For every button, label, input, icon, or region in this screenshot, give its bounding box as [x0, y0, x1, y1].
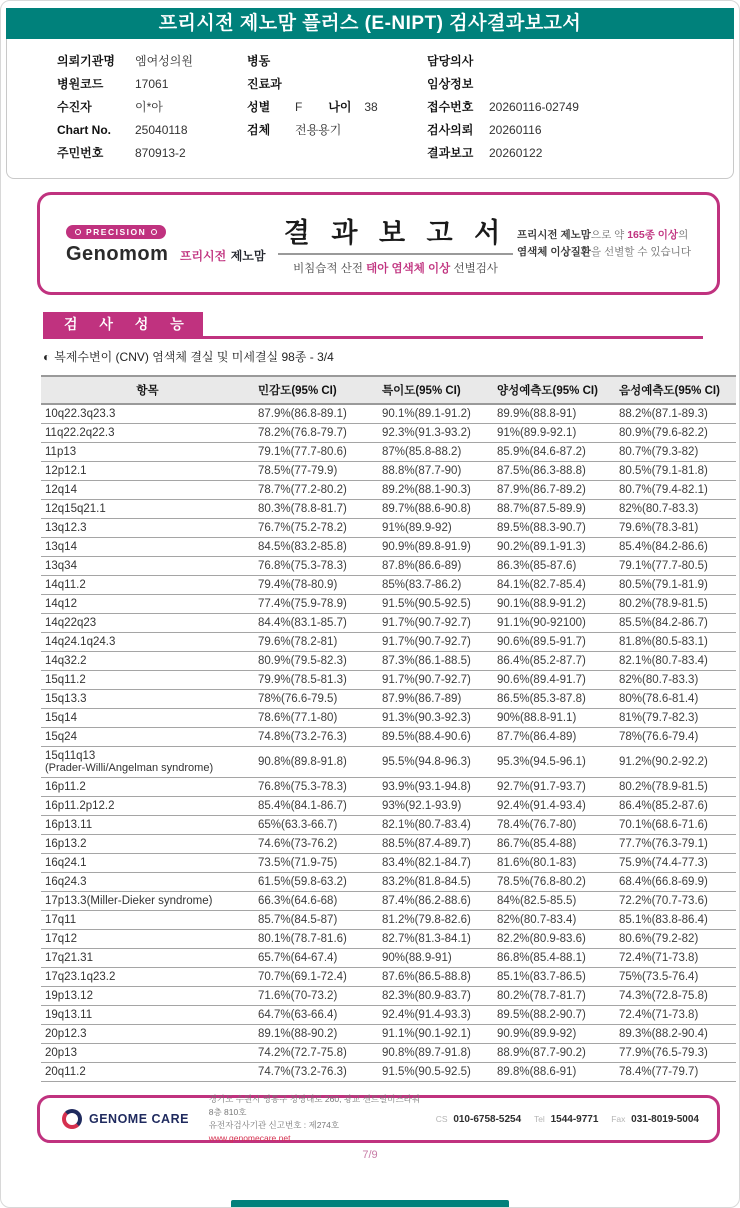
npv-cell: 80.5%(79.1-81.8)	[615, 462, 736, 481]
precision-badge	[66, 225, 166, 239]
ppv-cell: 95.3%(94.5-96.1)	[493, 747, 615, 778]
specificity-cell: 82.1%(80.7-83.4)	[378, 816, 493, 835]
info-field: 접수번호 20260116-02749	[427, 100, 579, 114]
table-row	[41, 481, 736, 500]
specificity-cell: 91%(89.9-92)	[378, 519, 493, 538]
table-header-row	[41, 376, 736, 404]
region-cell: 10q22.3q23.3	[41, 404, 254, 424]
region-cell: 16q24.1	[41, 854, 254, 873]
side-note-count: 165종 이상	[627, 229, 679, 242]
npv-cell: 80.9%(79.6-82.2)	[615, 424, 736, 443]
region-cell: 14q12	[41, 595, 254, 614]
subtitle-prefix: 비침습적 산전	[293, 263, 367, 275]
npv-cell: 78%(76.6-79.4)	[615, 728, 736, 747]
specificity-cell: 81.2%(79.8-82.6)	[378, 911, 493, 930]
sensitivity-cell: 78.5%(77-79.9)	[254, 462, 378, 481]
info-field: 담당의사	[427, 54, 474, 68]
npv-cell: 81%(79.7-82.3)	[615, 709, 736, 728]
specificity-cell: 90.8%(89.7-91.8)	[378, 1044, 493, 1063]
fax-number: 031-8019-5004	[631, 1113, 699, 1125]
result-report-header-box	[37, 192, 720, 295]
ppv-cell: 90.2%(89.1-91.3)	[493, 538, 615, 557]
info-field: 결과보고 20260122	[427, 146, 543, 160]
specificity-cell: 85%(83.7-86.2)	[378, 576, 493, 595]
table-row	[41, 462, 736, 481]
region-cell: 12q14	[41, 481, 254, 500]
table-row	[41, 1063, 736, 1082]
region-cell: 19p13.12	[41, 987, 254, 1006]
npv-cell: 85.1%(83.8-86.4)	[615, 911, 736, 930]
sensitivity-cell: 71.6%(70-73.2)	[254, 987, 378, 1006]
patient-col-2	[247, 50, 427, 165]
table-row	[41, 911, 736, 930]
npv-cell: 74.3%(72.8-75.8)	[615, 987, 736, 1006]
specificity-cell: 89.5%(88.4-90.6)	[378, 728, 493, 747]
ppv-cell: 84%(82.5-85.5)	[493, 892, 615, 911]
table-row	[41, 576, 736, 595]
info-field: 임상정보	[427, 77, 474, 91]
ppv-cell: 86.8%(85.4-88.1)	[493, 949, 615, 968]
npv-cell: 82%(80.7-83.3)	[615, 671, 736, 690]
sensitivity-cell: 80.1%(78.7-81.6)	[254, 930, 378, 949]
specificity-cell: 91.7%(90.7-92.7)	[378, 633, 493, 652]
table-caption	[43, 348, 699, 365]
sensitivity-cell: 79.9%(78.5-81.3)	[254, 671, 378, 690]
sensitivity-cell: 80.3%(78.8-81.7)	[254, 500, 378, 519]
region-cell: 15q13.3	[41, 690, 254, 709]
sensitivity-cell: 65.7%(64-67.4)	[254, 949, 378, 968]
sensitivity-cell: 78.6%(77.1-80)	[254, 709, 378, 728]
npv-cell: 72.4%(71-73.8)	[615, 1006, 736, 1025]
ppv-cell: 87.7%(86.4-89)	[493, 728, 615, 747]
footer-box	[37, 1095, 720, 1143]
half-circle-icon: ◐	[43, 350, 51, 364]
ppv-cell: 89.5%(88.2-90.7)	[493, 1006, 615, 1025]
sensitivity-cell: 74.6%(73-76.2)	[254, 835, 378, 854]
table-row	[41, 424, 736, 443]
specificity-cell: 87.8%(86.6-89)	[378, 557, 493, 576]
info-field: 진료과	[247, 77, 282, 91]
sensitivity-cell: 85.7%(84.5-87)	[254, 911, 378, 930]
npv-cell: 70.1%(68.6-71.6)	[615, 816, 736, 835]
ppv-cell: 91.1%(90-92100)	[493, 614, 615, 633]
region-cell: 16p13.11	[41, 816, 254, 835]
table-row	[41, 671, 736, 690]
sensitivity-cell: 77.4%(75.9-78.9)	[254, 595, 378, 614]
region-cell: 14q32.2	[41, 652, 254, 671]
subtitle-highlight: 태아 염색체 이상	[366, 263, 451, 275]
table-row	[41, 1006, 736, 1025]
npv-cell: 80.2%(78.9-81.5)	[615, 778, 736, 797]
sensitivity-cell: 85.4%(84.1-86.7)	[254, 797, 378, 816]
info-field: 검사의뢰 20260116	[427, 123, 542, 137]
region-cell: 15q14	[41, 709, 254, 728]
npv-cell: 72.4%(71-73.8)	[615, 949, 736, 968]
section-header	[43, 312, 703, 339]
table-row	[41, 595, 736, 614]
table-row	[41, 614, 736, 633]
specificity-cell: 89.7%(88.6-90.8)	[378, 500, 493, 519]
ppv-cell: 89.9%(88.8-91)	[493, 404, 615, 424]
region-cell: 16p13.2	[41, 835, 254, 854]
specificity-cell: 92.4%(91.4-93.3)	[378, 1006, 493, 1025]
specificity-cell: 91.7%(90.7-92.7)	[378, 671, 493, 690]
sensitivity-cell: 78.2%(76.8-79.7)	[254, 424, 378, 443]
sensitivity-cell: 74.2%(72.7-75.8)	[254, 1044, 378, 1063]
patient-info-box	[6, 39, 734, 179]
specificity-cell: 82.3%(80.9-83.7)	[378, 987, 493, 1006]
table-row	[41, 873, 736, 892]
title-underline	[278, 253, 513, 255]
sensitivity-cell: 84.5%(83.2-85.8)	[254, 538, 378, 557]
column-header-specificity: 특이도(95% CI)	[378, 376, 493, 404]
brand-kr-dark: 제노맘	[230, 248, 266, 263]
sensitivity-cell: 61.5%(59.8-63.2)	[254, 873, 378, 892]
npv-cell: 86.4%(85.2-87.6)	[615, 797, 736, 816]
npv-cell: 68.4%(66.8-69.9)	[615, 873, 736, 892]
table-row	[41, 633, 736, 652]
brand-kr-pink: 프리시전	[179, 248, 227, 263]
badge-dot-icon	[151, 229, 157, 235]
ppv-cell: 86.3%(85-87.6)	[493, 557, 615, 576]
footer-license: 유전자검사기관 신고번호 : 제274호	[208, 1120, 340, 1130]
specificity-cell: 91.7%(90.7-92.7)	[378, 614, 493, 633]
ppv-cell: 78.5%(76.8-80.2)	[493, 873, 615, 892]
report-title-bar	[6, 8, 734, 39]
footer-address-block	[209, 1093, 426, 1146]
ppv-cell: 85.9%(84.6-87.2)	[493, 443, 615, 462]
table-row	[41, 500, 736, 519]
specificity-cell: 89.2%(88.1-90.3)	[378, 481, 493, 500]
genome-care-name: GENOME CARE	[89, 1112, 189, 1126]
npv-cell: 79.1%(77.7-80.5)	[615, 557, 736, 576]
table-row	[41, 690, 736, 709]
sensitivity-cell: 80.9%(79.5-82.3)	[254, 652, 378, 671]
region-cell: 20p12.3	[41, 1025, 254, 1044]
brand-line	[66, 243, 274, 266]
sensitivity-cell: 90.8%(89.8-91.8)	[254, 747, 378, 778]
column-header-ppv: 양성예측도(95% CI)	[493, 376, 615, 404]
region-cell: 14q24.1q24.3	[41, 633, 254, 652]
patient-col-1	[57, 50, 247, 165]
specificity-cell: 90.9%(89.8-91.9)	[378, 538, 493, 557]
region-cell: 16p11.2	[41, 778, 254, 797]
ppv-cell: 90%(88.8-91.1)	[493, 709, 615, 728]
ppv-cell: 82.2%(80.9-83.6)	[493, 930, 615, 949]
performance-table-body	[41, 404, 736, 1082]
npv-cell: 91.2%(90.2-92.2)	[615, 747, 736, 778]
genome-care-g-icon	[62, 1109, 82, 1129]
npv-cell: 82.1%(80.7-83.4)	[615, 652, 736, 671]
region-cell: 19q13.11	[41, 1006, 254, 1025]
sensitivity-cell: 78.7%(77.2-80.2)	[254, 481, 378, 500]
sensitivity-cell: 76.8%(75.3-78.3)	[254, 778, 378, 797]
ppv-cell: 88.7%(87.5-89.9)	[493, 500, 615, 519]
specificity-cell: 91.1%(90.1-92.1)	[378, 1025, 493, 1044]
section-title: 검 사 성 능	[43, 312, 203, 336]
ppv-cell: 86.7%(85.4-88)	[493, 835, 615, 854]
sensitivity-cell: 87.9%(86.8-89.1)	[254, 404, 378, 424]
npv-cell: 77.7%(76.3-79.1)	[615, 835, 736, 854]
sensitivity-cell: 76.7%(75.2-78.2)	[254, 519, 378, 538]
sensitivity-cell: 79.6%(78.2-81)	[254, 633, 378, 652]
region-cell: 13q14	[41, 538, 254, 557]
info-field: Chart No. 25040118	[57, 123, 188, 137]
table-row	[41, 987, 736, 1006]
ppv-cell: 86.5%(85.3-87.8)	[493, 690, 615, 709]
table-row	[41, 1025, 736, 1044]
ppv-cell: 92.7%(91.7-93.7)	[493, 778, 615, 797]
region-cell: 13q34	[41, 557, 254, 576]
specificity-cell: 88.8%(87.7-90)	[378, 462, 493, 481]
region-cell: 17q12	[41, 930, 254, 949]
side-note-bold2: 염색체 이상질환	[517, 245, 591, 258]
table-row	[41, 538, 736, 557]
info-field: 병원코드 17061	[57, 77, 169, 91]
region-cell: 20q11.2	[41, 1063, 254, 1082]
sensitivity-cell: 73.5%(71.9-75)	[254, 854, 378, 873]
region-cell: 17q21.31	[41, 949, 254, 968]
region-cell: 20p13	[41, 1044, 254, 1063]
specificity-cell: 93.9%(93.1-94.8)	[378, 778, 493, 797]
side-note-mid: 으로 약	[590, 229, 628, 242]
sensitivity-cell: 74.7%(73.2-76.3)	[254, 1063, 378, 1082]
table-row	[41, 709, 736, 728]
specificity-cell: 87.3%(86.1-88.5)	[378, 652, 493, 671]
footer-website-link[interactable]: www.genomecare.net	[208, 1133, 291, 1144]
table-row	[41, 854, 736, 873]
npv-cell: 82%(80.7-83.3)	[615, 500, 736, 519]
npv-cell: 85.4%(84.2-86.6)	[615, 538, 736, 557]
table-row	[41, 892, 736, 911]
patient-col-3	[427, 50, 715, 165]
specificity-cell: 87%(85.8-88.2)	[378, 443, 493, 462]
table-row	[41, 728, 736, 747]
specificity-cell: 87.6%(86.5-88.8)	[378, 968, 493, 987]
npv-cell: 89.3%(88.2-90.4)	[615, 1025, 736, 1044]
precision-badge-label: PRECISION	[86, 226, 147, 237]
specificity-cell: 83.2%(81.8-84.5)	[378, 873, 493, 892]
header-side-note	[517, 227, 699, 260]
table-row	[41, 443, 736, 462]
ppv-cell: 88.9%(87.7-90.2)	[493, 1044, 615, 1063]
tel-number: 1544-9771	[550, 1113, 599, 1125]
ppv-cell: 82%(80.7-83.4)	[493, 911, 615, 930]
info-field: 주민번호 870913-2	[57, 146, 186, 160]
report-title: 프리시전 제노맘 플러스 (E-NIPT) 검사결과보고서	[158, 13, 582, 34]
table-row	[41, 404, 736, 424]
table-row	[41, 1044, 736, 1063]
tel-label: Tel	[533, 1113, 545, 1124]
specificity-cell: 91.5%(90.5-92.5)	[378, 1063, 493, 1082]
sensitivity-cell: 89.1%(88-90.2)	[254, 1025, 378, 1044]
npv-cell: 78.4%(77-79.7)	[615, 1063, 736, 1082]
sensitivity-cell: 66.3%(64.6-68)	[254, 892, 378, 911]
sensitivity-cell: 78%(76.6-79.5)	[254, 690, 378, 709]
sensitivity-cell: 76.8%(75.3-78.3)	[254, 557, 378, 576]
bottom-teal-bar	[231, 1200, 509, 1207]
specificity-cell: 92.3%(91.3-93.2)	[378, 424, 493, 443]
specificity-cell: 95.5%(94.8-96.3)	[378, 747, 493, 778]
specificity-cell: 83.4%(82.1-84.7)	[378, 854, 493, 873]
footer-address: 경기도 수원시 영통구 청명대로 260, 광교 센트럴비즈타워 8층 810호	[208, 1093, 421, 1117]
npv-cell: 75.9%(74.4-77.3)	[615, 854, 736, 873]
region-cell: 16q24.3	[41, 873, 254, 892]
ppv-cell: 87.9%(86.7-89.2)	[493, 481, 615, 500]
npv-cell: 77.9%(76.5-79.3)	[615, 1044, 736, 1063]
npv-cell: 80.7%(79.3-82)	[615, 443, 736, 462]
table-row	[41, 557, 736, 576]
table-row	[41, 747, 736, 778]
side-note-end2: 을 선별할 수 있습니다	[590, 245, 691, 258]
ppv-cell: 80.2%(78.7-81.7)	[493, 987, 615, 1006]
brand-name: Genomom	[66, 242, 169, 265]
sensitivity-cell: 79.4%(78-80.9)	[254, 576, 378, 595]
region-cell: 16p11.2p12.2	[41, 797, 254, 816]
table-row	[41, 778, 736, 797]
table-row	[41, 519, 736, 538]
ppv-cell: 90.6%(89.5-91.7)	[493, 633, 615, 652]
info-field: 수진자 이*아	[57, 100, 163, 114]
npv-cell: 80.7%(79.4-82.1)	[615, 481, 736, 500]
region-cell: 15q24	[41, 728, 254, 747]
specificity-cell: 82.7%(81.3-84.1)	[378, 930, 493, 949]
region-cell: 11q22.2q22.3	[41, 424, 254, 443]
npv-cell: 80%(78.6-81.4)	[615, 690, 736, 709]
ppv-cell: 86.4%(85.2-87.7)	[493, 652, 615, 671]
badge-dot-icon	[75, 229, 81, 235]
table-row	[41, 816, 736, 835]
specificity-cell: 91.5%(90.5-92.5)	[378, 595, 493, 614]
result-report-title-block	[274, 211, 517, 276]
subtitle-suffix: 선별검사	[450, 263, 498, 275]
ppv-cell: 89.5%(88.3-90.7)	[493, 519, 615, 538]
ppv-cell: 92.4%(91.4-93.4)	[493, 797, 615, 816]
region-cell: 11p13	[41, 443, 254, 462]
table-caption-text: 복제수변이 (CNV) 염색체 결실 및 미세결실 98종 - 3/4	[54, 350, 334, 364]
specificity-cell: 91.3%(90.3-92.3)	[378, 709, 493, 728]
specificity-cell: 87.9%(86.7-89)	[378, 690, 493, 709]
npv-cell: 80.6%(79.2-82)	[615, 930, 736, 949]
region-cell: 17q11	[41, 911, 254, 930]
fax-label: Fax	[611, 1113, 626, 1124]
performance-table	[41, 375, 736, 1082]
ppv-cell: 90.6%(89.4-91.7)	[493, 671, 615, 690]
ppv-cell: 78.4%(76.7-80)	[493, 816, 615, 835]
npv-cell: 79.6%(78.3-81)	[615, 519, 736, 538]
npv-cell: 81.8%(80.5-83.1)	[615, 633, 736, 652]
footer-contacts	[426, 1114, 699, 1125]
specificity-cell: 93%(92.1-93.9)	[378, 797, 493, 816]
specificity-cell: 90.1%(89.1-91.2)	[378, 404, 493, 424]
specificity-cell: 87.4%(86.2-88.6)	[378, 892, 493, 911]
region-cell: 12q15q21.1	[41, 500, 254, 519]
info-field: 검체 전용용기	[247, 123, 342, 137]
sensitivity-cell: 74.8%(73.2-76.3)	[254, 728, 378, 747]
info-field: 의뢰기관명 엠여성의원	[57, 54, 193, 68]
region-cell: 13q12.3	[41, 519, 254, 538]
region-cell: 14q22q23	[41, 614, 254, 633]
region-cell: 15q11q13 (Prader-Willi/Angelman syndrome)	[41, 747, 254, 778]
npv-cell: 80.2%(78.9-81.5)	[615, 595, 736, 614]
specificity-cell: 90%(88.9-91)	[378, 949, 493, 968]
table-row	[41, 835, 736, 854]
ppv-cell: 90.1%(88.9-91.2)	[493, 595, 615, 614]
npv-cell: 72.2%(70.7-73.6)	[615, 892, 736, 911]
region-cell: 14q11.2	[41, 576, 254, 595]
sensitivity-cell: 84.4%(83.1-85.7)	[254, 614, 378, 633]
ppv-cell: 90.9%(89.9-92)	[493, 1025, 615, 1044]
sensitivity-cell: 65%(63.3-66.7)	[254, 816, 378, 835]
column-header-sensitivity: 민감도(95% CI)	[254, 376, 378, 404]
column-header-npv: 음성예측도(95% CI)	[615, 376, 736, 404]
sensitivity-cell: 64.7%(63-66.4)	[254, 1006, 378, 1025]
result-report-subtitle	[274, 260, 517, 276]
npv-cell: 80.5%(79.1-81.9)	[615, 576, 736, 595]
result-report-title: 결 과 보 고 서	[283, 218, 508, 248]
cs-label: CS	[435, 1113, 448, 1124]
page-number: 7/9	[362, 1149, 378, 1161]
table-row	[41, 968, 736, 987]
table-row	[41, 797, 736, 816]
region-cell: 15q11.2	[41, 671, 254, 690]
specificity-cell: 88.5%(87.4-89.7)	[378, 835, 493, 854]
genome-care-logo	[62, 1109, 209, 1129]
npv-cell: 85.5%(84.2-86.7)	[615, 614, 736, 633]
npv-cell: 88.2%(87.1-89.3)	[615, 404, 736, 424]
ppv-cell: 91%(89.9-92.1)	[493, 424, 615, 443]
region-cell: 17q23.1q23.2	[41, 968, 254, 987]
cs-number: 010-6758-5254	[453, 1113, 522, 1125]
column-header-item: 항목	[41, 376, 254, 404]
side-note-brand: 프리시전 제노맘	[517, 229, 591, 242]
info-field: 병동	[247, 54, 271, 68]
side-note-end1: 의	[678, 229, 689, 242]
region-cell: 12p12.1	[41, 462, 254, 481]
npv-cell: 75%(73.5-76.4)	[615, 968, 736, 987]
ppv-cell: 84.1%(82.7-85.4)	[493, 576, 615, 595]
table-row	[41, 930, 736, 949]
sensitivity-cell: 70.7%(69.1-72.4)	[254, 968, 378, 987]
ppv-cell: 87.5%(86.3-88.8)	[493, 462, 615, 481]
genomom-logo	[66, 222, 274, 266]
ppv-cell: 85.1%(83.7-86.5)	[493, 968, 615, 987]
ppv-cell: 89.8%(88.6-91)	[493, 1063, 615, 1082]
table-row	[41, 652, 736, 671]
ppv-cell: 81.6%(80.1-83)	[493, 854, 615, 873]
region-cell: 17p13.3(Miller-Dieker syndrome)	[41, 892, 254, 911]
info-field: 성별 F 나이 38	[247, 100, 378, 114]
table-row	[41, 949, 736, 968]
sensitivity-cell: 79.1%(77.7-80.6)	[254, 443, 378, 462]
